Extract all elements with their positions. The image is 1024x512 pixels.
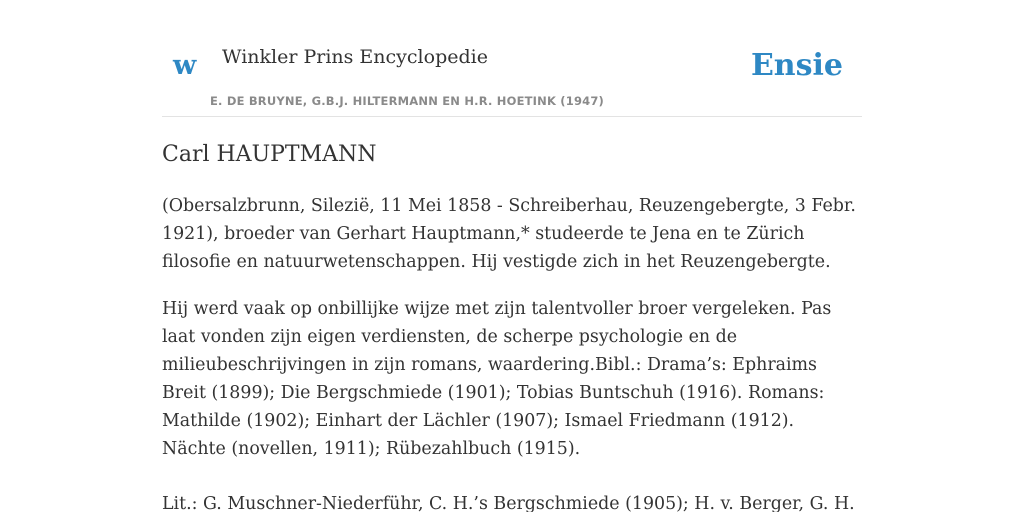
article xyxy=(162,140,862,512)
article-title: Carl HAUPTMANN xyxy=(162,142,377,167)
article-paragraph: Lit.: G. Muschner-Niederführ, C. H.’s Bergschmiede (1905); H. v. Berger, G. H. xyxy=(162,494,855,512)
article-paragraph: (Obersalzbrunn, Silezië, 11 Mei 1858 - Schreiberhau, Reuzengebergte, 3 Febr. 1921), broeder van Gerhart Hauptmann,* studeerde te Jena en te Zürich filosofie en natuurwetenschappen. Hij vestigde zich in het Reuzengebergte. xyxy=(162,196,856,272)
encyclopedia-authors: E. DE BRUYNE, G.B.J. HILTERMANN EN H.R. HOETINK (1947) xyxy=(210,94,605,108)
site-header xyxy=(162,0,862,117)
ensie-brand-logo[interactable]: Ensie xyxy=(750,48,843,83)
encyclopedia-title[interactable]: Winkler Prins Encyclopedie xyxy=(222,46,488,68)
site-logo[interactable]: w xyxy=(173,50,197,81)
article-paragraph: Hij werd vaak op onbillijke wijze met zijn talentvoller broer vergeleken. Pas laat vonden zijn eigen verdiensten, de scherpe psychologie en de milieubeschrijvingen in zijn romans, waardering.Bibl.: Drama’s: Ephraims Breit (1899); Die Bergschmiede (1901); Tobias Buntschuh (1916). Romans: Mathilde (1902); Einhart der Lächler (1907); Ismael Friedmann (1912). Nächte (novellen, 1911); Rübezahlbuch (1915). xyxy=(162,299,832,459)
